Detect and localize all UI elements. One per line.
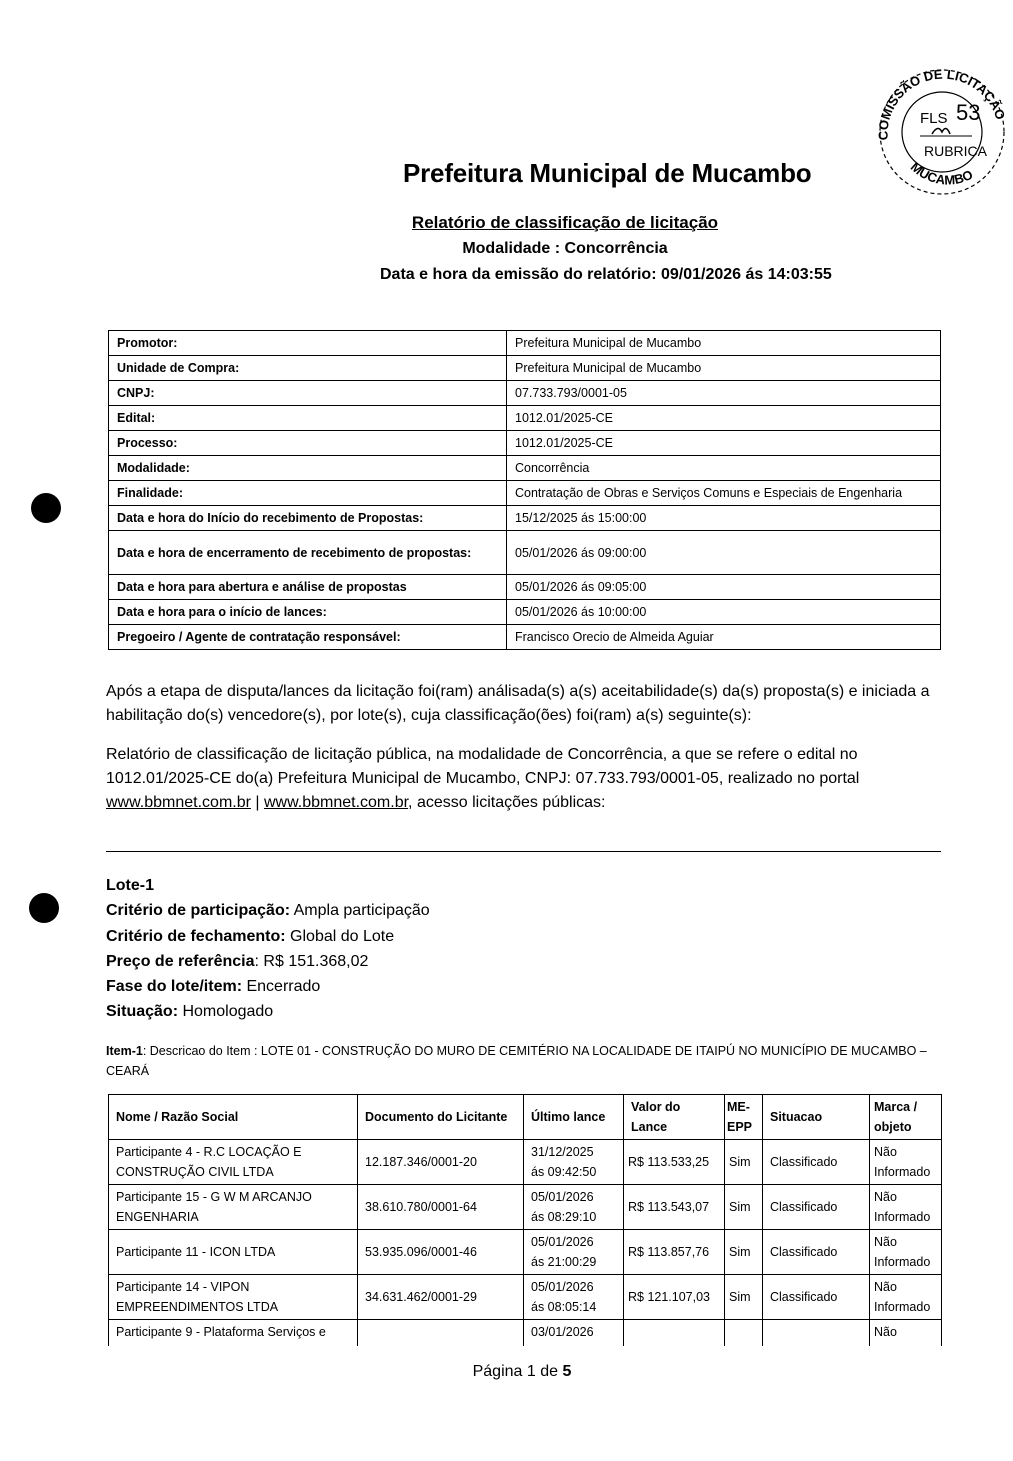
info-value: 05/01/2026 ás 09:00:00 <box>507 531 941 575</box>
participant-me-epp: Sim <box>725 1185 763 1230</box>
info-value: 05/01/2026 ás 10:00:00 <box>507 600 941 625</box>
participant-bid-value: R$ 121.107,03 <box>624 1275 725 1320</box>
participant-document: 53.935.096/0001-46 <box>358 1230 524 1275</box>
info-label: Data e hora de encerramento de recebimento de propostas: <box>109 531 507 575</box>
participant-document <box>358 1320 524 1347</box>
participant-me-epp: Sim <box>725 1140 763 1185</box>
info-value: 15/12/2025 ás 15:00:00 <box>507 506 941 531</box>
tender-info-table <box>108 330 941 650</box>
participant-me-epp <box>725 1320 763 1347</box>
participant-status: Classificado <box>763 1140 870 1185</box>
info-row <box>109 625 941 650</box>
emission-datetime: Data e hora da emissão do relatório: 09/01/2026 ás 14:03:55 <box>380 266 832 283</box>
portal-link[interactable]: www.bbmnet.com.br <box>263 794 409 811</box>
info-value: 1012.01/2025-CE <box>507 406 941 431</box>
col-header-status: Situacao <box>763 1095 870 1140</box>
info-row <box>109 431 941 456</box>
punch-hole-icon <box>29 893 59 923</box>
participant-brand: Não <box>870 1320 942 1347</box>
closing-criterion: Critério de fechamento: Global do Lote <box>106 927 395 945</box>
participant-bid-value: R$ 113.543,07 <box>624 1185 725 1230</box>
participant-document: 34.631.462/0001-29 <box>358 1275 524 1320</box>
svg-text:53: 53 <box>956 100 981 125</box>
participant-bid-value <box>624 1320 725 1347</box>
participant-last-bid: 03/01/2026 <box>524 1320 624 1347</box>
participant-status: Classificado <box>763 1230 870 1275</box>
intro-paragraph: Após a etapa de disputa/lances da licitação foi(ram) análisada(s) a(s) aceitabilidade(s) da(s) proposta(s) e iniciada a habilitação do(s) vencedore(s), por lote(s), cuja classificação(ões) foi(ram) a(s) seguinte(s): <box>106 683 930 724</box>
info-label: Pregoeiro / Agente de contratação responsável: <box>109 625 507 650</box>
info-row <box>109 456 941 481</box>
info-row <box>109 575 941 600</box>
table-row <box>109 1185 942 1230</box>
svg-text:RUBRICA: RUBRICA <box>924 143 988 159</box>
participant-bid-value: R$ 113.857,76 <box>624 1230 725 1275</box>
lot-status: Situação: Homologado <box>106 1003 274 1021</box>
info-row <box>109 506 941 531</box>
info-label: Finalidade: <box>109 481 507 506</box>
info-label: Data e hora do Início do recebimento de Propostas: <box>109 506 507 531</box>
col-header-bid-value: Valor do Lance <box>624 1095 725 1140</box>
punch-hole-icon <box>31 493 61 523</box>
participant-brand: Não Informado <box>870 1140 942 1185</box>
section-divider <box>106 851 941 852</box>
info-value: Prefeitura Municipal de Mucambo <box>507 331 941 356</box>
info-value: 1012.01/2025-CE <box>507 431 941 456</box>
participant-brand: Não Informado <box>870 1275 942 1320</box>
participant-name: Participante 14 - VIPON EMPREENDIMENTOS LTDA <box>109 1275 358 1320</box>
participant-name: Participante 4 - R.C LOCAÇÃO E CONSTRUÇÃO CIVIL LTDA <box>109 1140 358 1185</box>
participant-last-bid: 05/01/2026 ás 21:00:29 <box>524 1230 624 1275</box>
lot-phase: Fase do lote/item: Encerrado <box>106 978 321 996</box>
commission-stamp <box>870 68 1010 196</box>
participant-name: Participante 9 - Plataforma Serviços e <box>109 1320 358 1347</box>
info-label: Unidade de Compra: <box>109 356 507 381</box>
svg-text:FLS: FLS <box>920 110 948 127</box>
table-row <box>109 1275 942 1320</box>
svg-text:COMISSÃO DE LICITAÇÃO: COMISSÃO DE LICITAÇÃO <box>875 68 1009 141</box>
info-row <box>109 356 941 381</box>
col-header-last-bid: Último lance <box>524 1095 624 1140</box>
lot-details <box>106 873 430 1025</box>
info-label: Processo: <box>109 431 507 456</box>
report-paragraph: Relatório de classificação de licitação pública, na modalidade de Concorrência, a que se refere o edital no 1012.01/2025-CE do(a) Prefeitura Municipal de Mucambo, CNPJ: 07.733.793/0001-05, realizado no portal www.bbmnet.com.br | www.bbmnet.com.br, acesso licitações públicas: <box>106 746 860 811</box>
col-header-brand: Marca / objeto <box>870 1095 942 1140</box>
info-row <box>109 481 941 506</box>
participant-status <box>763 1320 870 1347</box>
info-value: Francisco Orecio de Almeida Aguiar <box>507 625 941 650</box>
participant-last-bid: 31/12/2025 ás 09:42:50 <box>524 1140 624 1185</box>
col-header-name: Nome / Razão Social <box>109 1095 358 1140</box>
info-value: 05/01/2026 ás 09:05:00 <box>507 575 941 600</box>
portal-link[interactable]: www.bbmnet.com.br <box>106 794 251 811</box>
participant-me-epp: Sim <box>725 1230 763 1275</box>
info-label: Edital: <box>109 406 507 431</box>
table-row <box>109 1320 942 1347</box>
info-label: Data e hora para o início de lances: <box>109 600 507 625</box>
reference-price: Preço de referência: R$ 151.368,02 <box>106 952 369 970</box>
participant-document: 38.610.780/0001-64 <box>358 1185 524 1230</box>
col-header-me-epp: ME-EPP <box>725 1095 763 1140</box>
participant-me-epp: Sim <box>725 1275 763 1320</box>
info-value: Concorrência <box>507 456 941 481</box>
col-header-document: Documento do Licitante <box>358 1095 524 1140</box>
info-label: Promotor: <box>109 331 507 356</box>
participant-status: Classificado <box>763 1185 870 1230</box>
info-label: Modalidade: <box>109 456 507 481</box>
page-number: Página 1 de 5 <box>472 1363 572 1380</box>
table-row <box>109 1230 942 1275</box>
info-row <box>109 600 941 625</box>
table-header-row <box>109 1095 942 1140</box>
participant-bid-value: R$ 113.533,25 <box>624 1140 725 1185</box>
participant-last-bid: 05/01/2026 ás 08:29:10 <box>524 1185 624 1230</box>
info-value: 07.733.793/0001-05 <box>507 381 941 406</box>
participants-table <box>108 1094 942 1346</box>
participant-brand: Não Informado <box>870 1185 942 1230</box>
info-label: Data e hora para abertura e análise de propostas <box>109 575 507 600</box>
participant-name: Participante 15 - G W M ARCANJO ENGENHARIA <box>109 1185 358 1230</box>
participation-criterion: Critério de participação: Ampla participação <box>106 902 430 920</box>
info-row <box>109 331 941 356</box>
page-title: Prefeitura Municipal de Mucambo <box>403 158 812 188</box>
info-row <box>109 406 941 431</box>
info-value: Contratação de Obras e Serviços Comuns e Especiais de Engenharia <box>507 481 941 506</box>
stamp-seal-icon <box>870 68 1010 196</box>
info-label: CNPJ: <box>109 381 507 406</box>
participant-status: Classificado <box>763 1275 870 1320</box>
participant-document: 12.187.346/0001-20 <box>358 1140 524 1185</box>
info-row <box>109 381 941 406</box>
info-value: Prefeitura Municipal de Mucambo <box>507 356 941 381</box>
participant-last-bid: 05/01/2026 ás 08:05:14 <box>524 1275 624 1320</box>
lot-title: Lote-1 <box>106 877 154 894</box>
participant-name: Participante 11 - ICON LTDA <box>109 1230 358 1275</box>
table-row <box>109 1140 942 1185</box>
report-subtitle: Relatório de classificação de licitação <box>411 213 719 232</box>
participant-brand: Não Informado <box>870 1230 942 1275</box>
svg-text:MUCAMBO: MUCAMBO <box>907 159 976 188</box>
modality-line: Modalidade : Concorrência <box>462 240 668 257</box>
info-row <box>109 531 941 575</box>
item-description: Item-1: Descricao do Item : LOTE 01 - CONSTRUÇÃO DO MURO DE CEMITÉRIO NA LOCALIDADE DE ITAIPÚ NO MUNICÍPIO DE MUCAMBO – CEARÁ <box>106 1044 927 1078</box>
